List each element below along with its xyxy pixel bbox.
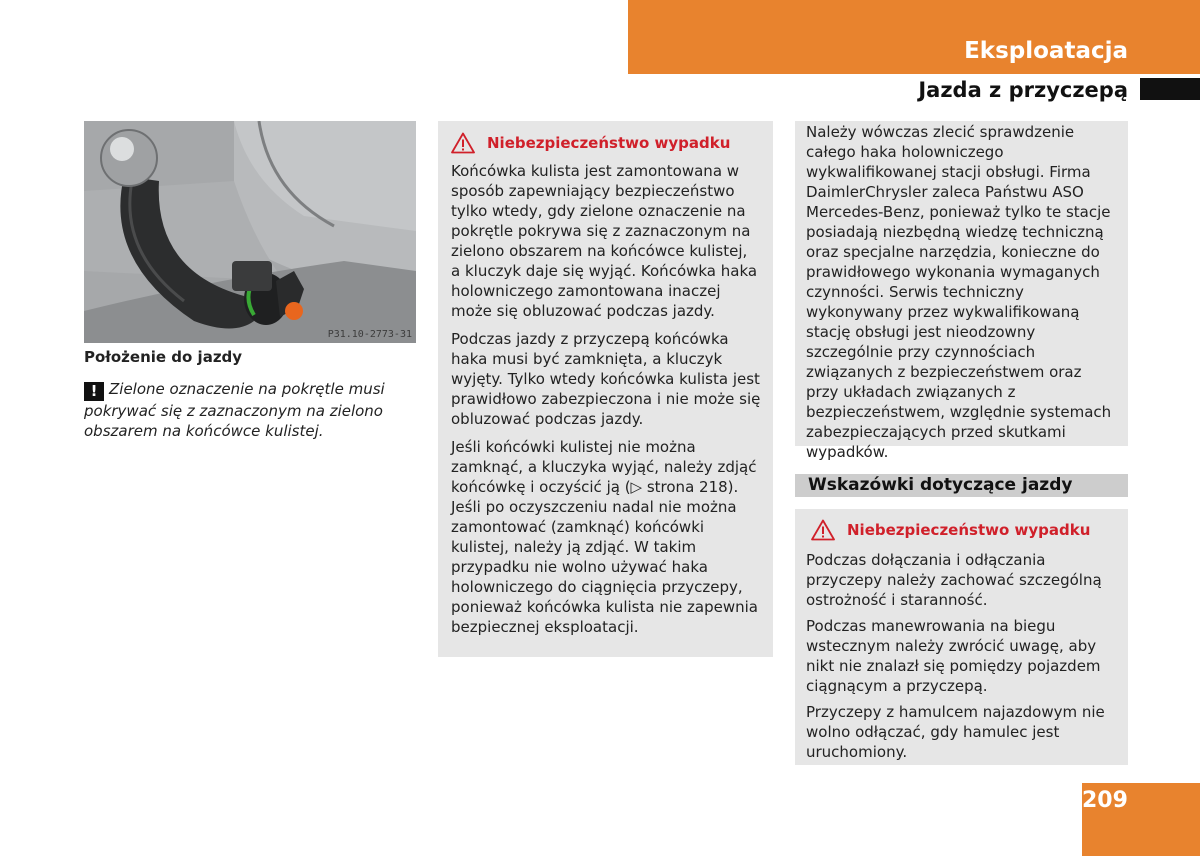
figure-caption: Położenie do jazdy	[84, 348, 243, 366]
section-title: Eksploatacja	[964, 38, 1128, 64]
warning-triangle-icon	[811, 519, 835, 541]
warning-box-2	[795, 509, 1128, 765]
warning-paragraph: Podczas jazdy z przyczepą końcówka haka musi być zamknięta, a kluczyk wyjęty. Tylko wtedy końcówka kulista jest prawidłowo zabezpieczona i nie może się obluzować podczas jazdy.	[451, 330, 761, 428]
warning-box-1	[438, 121, 773, 657]
exclamation-icon: !	[84, 382, 104, 401]
page-number	[1082, 783, 1200, 856]
continuation-text: Należy wówczas zlecić sprawdzenie całego haka holowniczego wykwalifikowanej stacji obsługi. Firma DaimlerChrysler zaleca Państwu ASO Mercedes-Benz, ponieważ tylko te stacje posiadają niezbędną wiedzę techniczną oraz specjalne narzędzia, konieczne do prawidłowego wykonania wymaganych czynności. Serwis techniczny wykonywany przez wykwalifikowaną stację obsługi jest nieodzowny szczególnie przy czynnościach związanych z bezpieczeństwem oraz przy układach związanych z bezpieczeństwem, względnie systemach zabezpieczających przed skutkami wypadków.	[806, 123, 1112, 461]
warning-header	[451, 131, 761, 155]
warning-paragraph: Podczas manewrowania na biegu wstecznym należy zwrócić uwagę, aby nikt nie znalazł się pomiędzy pojazdem ciągnącym a przyczepą.	[806, 617, 1101, 695]
warning-title: Niebezpieczeństwo wypadku	[487, 134, 731, 152]
warning-paragraph: Jeśli końcówki kulistej nie można zamknąć, a kluczyka wyjąć, należy zdjąć końcówkę i oczyścić ją (▷ strona 218). Jeśli po oczyszczeniu nadal nie można zamontować (zamknąć) końcówki kulistej, należy ją zdjąć. W takim przypadku nie wolno używać haka holowniczego do ciągnięcia przyczepy, ponieważ końcówka kulista nie zapewnia bezpiecznej eksploatacji.	[451, 438, 758, 636]
tow-hook-illustration	[84, 121, 416, 343]
warning-triangle-icon	[451, 132, 475, 154]
warning-paragraph: Przyczepy z hamulcem najazdowym nie wolno odłączać, gdy hamulec jest uruchomiony.	[806, 703, 1105, 761]
tow-hook-figure	[84, 121, 416, 343]
figure-code: P31.10-2773-31	[327, 329, 412, 340]
warning-paragraph: Podczas dołączania i odłączania przyczepy należy zachować szczególną ostrożność i staranność.	[806, 551, 1102, 609]
note-text: Zielone oznaczenie na pokrętle musi pokrywać się z zaznaczonym na zielono obszarem na końcówce kulistej.	[84, 380, 385, 440]
page-number-text: 209	[1082, 788, 1128, 813]
page-subtitle: Jazda z przyczepą	[918, 78, 1128, 102]
section-heading: Wskazówki dotyczące jazdy	[795, 474, 1128, 497]
note	[84, 379, 404, 441]
warning-paragraph: Końcówka kulista jest zamontowana w sposób zapewniający bezpieczeństwo tylko wtedy, gdy zielone oznaczenie na pokrętle pokrywa się z zaznaczonym na zielono obszarem na końcówce kulistej, a kluczyk daje się wyjąć. Końcówka haka holowniczego zamontowana inaczej może się obluzować podczas jazdy.	[451, 162, 758, 320]
continuation-box	[795, 121, 1128, 461]
subtitle-bar	[1140, 78, 1200, 100]
warning-header	[811, 518, 1118, 542]
warning-title: Niebezpieczeństwo wypadku	[847, 521, 1091, 539]
